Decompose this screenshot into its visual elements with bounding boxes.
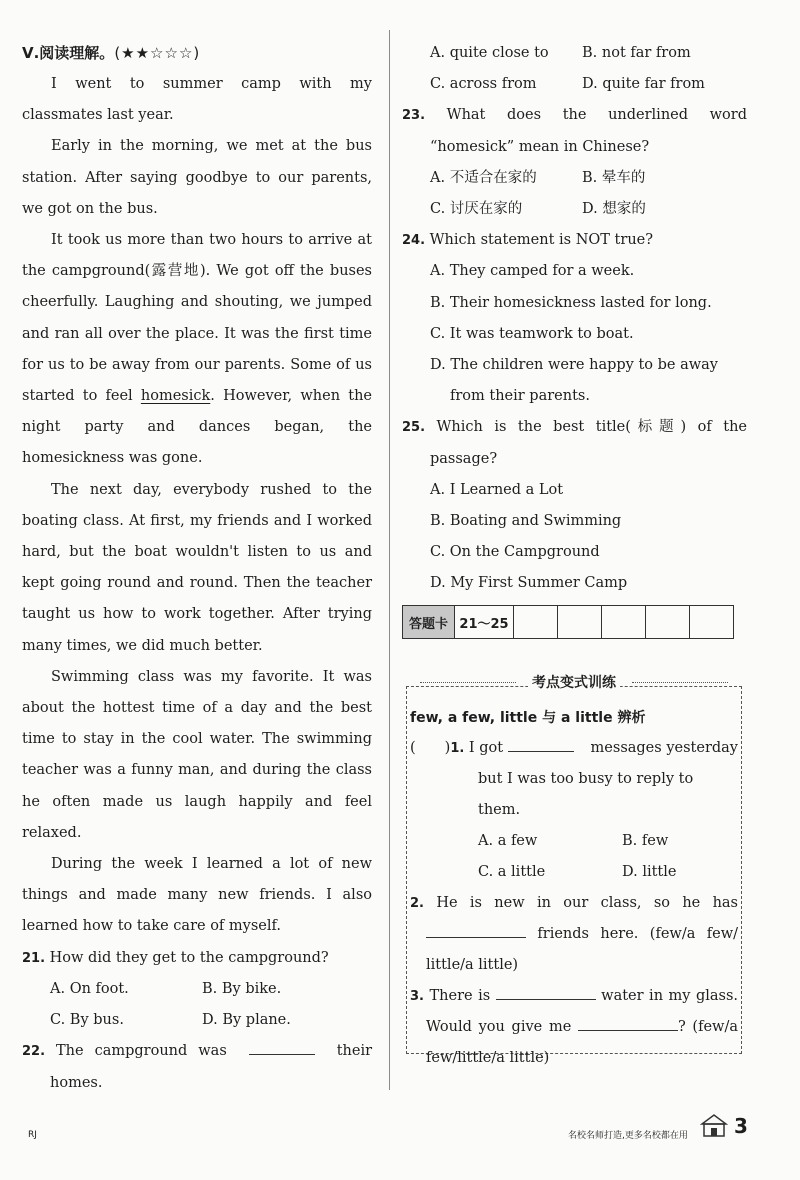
difficulty-stars: (★★☆☆☆) — [114, 44, 201, 62]
section-title: Ⅴ.阅读理解。(★★☆☆☆) — [22, 44, 201, 62]
q25-option-d: D. My First Summer Camp — [430, 575, 628, 592]
answer-cell-25[interactable] — [690, 606, 733, 638]
q24-option-b: B. Their homesickness lasted for long. — [430, 294, 712, 311]
answer-card-label: 答题卡 — [403, 606, 455, 638]
q23-option-b: B. 晕车的 — [582, 169, 646, 186]
q21-option-b: B. By bike. — [202, 980, 282, 997]
q24-option-a: A. They camped for a week. — [430, 263, 635, 280]
practice-header: 考点变式训练 — [408, 672, 740, 692]
passage-paragraph-5: Swimming class was my favorite. It was about the hottest time of a day and the best time to stay in the cool water. The swimming teacher was a funny man, and during the class he often made us laugh happily and feel relaxed. — [22, 668, 372, 841]
passage-paragraph-6: During the week I learned a lot of new things and made many new friends. I also learned how to take care of myself. — [22, 856, 372, 935]
passage-paragraph-3: It took us more than two hours to arrive at the campground(露营地). We got off the buses cheerfully. Laughing and shouting, we jumped and ran all over the place. It was the first time for us to be away from our parents. Some of us started to feel homesick. However, when the night party and dances began, the homesickness was gone. — [22, 232, 372, 467]
practice-body — [410, 703, 738, 1074]
q25-option-c: C. On the Campground — [430, 544, 600, 561]
q23-option-d: D. 想家的 — [582, 201, 646, 218]
page-number: 3 — [734, 1114, 748, 1138]
p3-blank-2[interactable] — [578, 1014, 678, 1031]
p1-option-a: A. a few — [478, 833, 538, 849]
practice-question-2: 2. He is new in our class, so he has friends here. (few/a few/ little/a little) — [410, 895, 739, 973]
footer-edition: RJ — [28, 1130, 37, 1140]
underlined-word: homesick — [140, 388, 211, 405]
q25-option-b: B. Boating and Swimming — [430, 513, 622, 530]
passage-paragraph-1: I went to summer camp with my classmates last year. — [22, 76, 372, 124]
footer-slogan: 名校名师打造,更多名校都在用 — [568, 1131, 688, 1141]
q25-option-a: A. I Learned a Lot — [430, 481, 564, 498]
p2-blank[interactable] — [426, 921, 526, 938]
question-22-options — [402, 38, 747, 100]
p3-blank-1[interactable] — [496, 983, 596, 1000]
question-23: 23. What does the underlined word “homesick” mean in Chinese? A. 不适合在家的 B. 晕车的 C. 讨厌在家的 D. 想家的 — [402, 100, 747, 225]
practice-question-3: 3. There is water in my glass. Would you give me ? (few/a few/little/a little) — [410, 981, 738, 1074]
answer-cell-22[interactable] — [558, 606, 602, 638]
question-22: 22. The campground was their homes. — [22, 1036, 372, 1098]
q23-option-c: C. 讨厌在家的 — [430, 201, 523, 218]
q21-option-d: D. By plane. — [202, 1012, 291, 1029]
answer-cell-24[interactable] — [646, 606, 690, 638]
column-divider — [389, 30, 390, 1090]
p1-option-d: D. little — [622, 864, 677, 880]
question-25: 25. Which is the best title(标题) of the passage? A. I Learned a Lot B. Boating and Swimming C. On the Campground D. My First Summer Camp — [402, 412, 747, 599]
p1-blank[interactable] — [508, 735, 574, 752]
answer-card — [402, 605, 734, 639]
answer-cell-21[interactable] — [514, 606, 558, 638]
publisher-logo-icon — [700, 1112, 728, 1140]
q22-option-b: B. not far from — [582, 45, 691, 61]
passage-paragraph-2: Early in the morning, we met at the bus station. After saying goodbye to our parents, we got on the bus. — [22, 138, 372, 217]
q22-option-d: D. quite far from — [582, 76, 705, 93]
q21-option-c: C. By bus. — [50, 1012, 124, 1029]
right-column — [402, 38, 747, 600]
p1-option-c: C. a little — [478, 864, 546, 880]
passage-paragraph-4: The next day, everybody rushed to the boating class. At first, my friends and I worked hard, but the boat wouldn't listen to us and kept going round and round. Then the teacher taught us how to work together. After trying many times, we did much better. — [22, 481, 372, 654]
left-column — [22, 38, 372, 1099]
q22-option-a: A. quite close to — [430, 45, 549, 61]
q24-option-c: C. It was teamwork to boat. — [430, 325, 634, 342]
answer-card-range: 21～25 — [455, 606, 514, 638]
question-24: 24. Which statement is NOT true? A. They camped for a week. B. Their homesickness lasted for long. C. It was teamwork to boat. D. The children were happy to be away from their parents. — [402, 225, 747, 412]
q23-option-a: A. 不适合在家的 — [430, 169, 537, 186]
practice-question-1: ( )1. I got messages yesterday but I was too busy to reply to them. A. a few B. few C. a little D. little — [410, 733, 738, 888]
q22-option-c: C. across from — [430, 76, 537, 93]
practice-title: few, a few, little 与 a little 辨析 — [410, 710, 646, 726]
q22-blank — [249, 1038, 315, 1055]
answer-cell-23[interactable] — [602, 606, 646, 638]
question-21: 21. How did they get to the campground? A. On foot. B. By bike. C. By bus. D. By plane. — [22, 943, 372, 1037]
q21-option-a: A. On foot. — [50, 980, 129, 997]
p1-option-b: B. few — [622, 833, 669, 849]
q24-option-d: D. The children were happy to be away from their parents. — [430, 357, 718, 405]
